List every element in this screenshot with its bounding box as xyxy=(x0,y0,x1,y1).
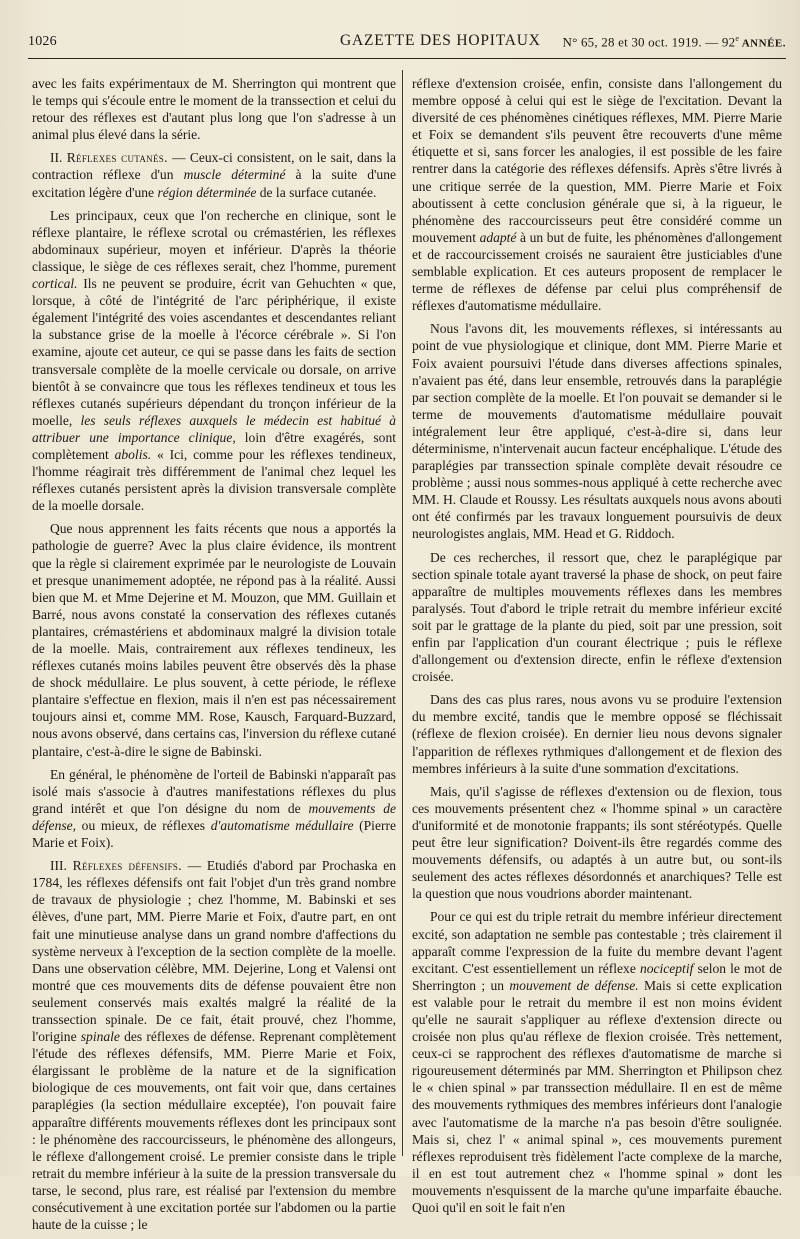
paragraph: avec les faits expérimentaux de M. Sherrington qui montrent que le temps qui s'écoule entre le moment de la transsection et celui du retour des réflexes est d'autant plus long que l'on s'adresse à un animal plus élevé dans la série. xyxy=(32,76,396,143)
paragraph: Dans des cas plus rares, nous avons vu se produire l'extension du membre excité, tandis que le membre opposé se fléchissait (réflexe de flexion croisée). En dernier lieu nous devons signaler l'apparition de réflexes rythmiques d'allongement et de flexion des membres inférieurs à la suite d'une sommation d'excitations. xyxy=(412,692,782,776)
page-header xyxy=(28,32,786,56)
journal-title: GAZETTE DES HOPITAUX xyxy=(340,32,541,49)
column-divider xyxy=(402,70,403,1156)
paragraph: De ces recherches, il ressort que, chez le paraplégique par section spinale totale ayant traversé la phase de shock, on peut faire apparaître de multiples mouvements réflexes dans les membres paralysés. Tout d'abord le triple retrait du membre inférieur excité soit par le grattage de la plante du pied, soit par une pression, soit enfin par l'application d'un courant électrique ; puis le réflexe d'allongement ou d'extension directe, enfin le réflexe d'extension croisée. xyxy=(412,549,782,685)
section-iii-heading: Réflexes défensifs. xyxy=(72,858,182,874)
page-number: 1026 xyxy=(28,34,57,49)
section-ii-heading: Réflexes cutanés. xyxy=(66,150,168,166)
paragraph: Nous l'avons dit, les mouvements réflexes, si intéressants au point de vue physiologique et clinique, dont MM. Pierre Marie et Foix avaient poursuivi l'étude dans diverses affections spinales, n'avaient pas été, dans leur ensemble, retrouvés dans la paraplégie par section complète de la moelle. Et l'on pouvait se demander si le terme de mouvements d'automatisme médullaire pouvait intégralement leur être appliqué, c'est-à-dire si, dans leur déterminisme, n'intervenait aucun facteur encéphalique. L'étude des paraplégies par transsection spinale complète devait résoudre ce problème ; aussi nous sommes-nous appliqué à cette recherche avec MM. H. Claude et Roussy. Les résultats auxquels nous avons abouti ont été confirmés par les travaux longuement poursuivis de deux neurologistes anglais, MM. Head et G. Riddoch. xyxy=(412,321,782,542)
paragraph: Les principaux, ceux que l'on recherche en clinique, sont le réflexe plantaire, le réflexe scrotal ou crémastérien, les réflexes abdominaux supérieur, moyen et inférieur. D'après la théorie classique, le siège de ces réflexes serait, chez l'homme, purement cortical. Ils ne peuvent se produire, écrit van Gehuchten « que, lorsque, à côté de l'intégrité de l'arc périphérique, il existe également l'intégrité des voies ascendantes et descendantes reliant la substance grise de la moelle à l'écorce cérébrale ». Si l'on examine, ajoute cet auteur, ce qui se passe dans les faits de section transversale complète de la moelle cervicale ou dorsale, on arrive bientôt à se convaincre que tous les réflexes tendineux et tous les réflexes cutanés supérieurs dépendant du tronçon inférieur de la moelle, les seuls réflexes auxquels le médecin est habitué à attribuer une importance clinique, loin d'être exagérés, sont complètement abolis. « Ici, comme pour les réflexes tendineux, l'homme réagirait très différemment de l'animal chez lequel les réflexes cutanés persistent après la division transversale complète de la moelle dorsale. xyxy=(32,207,397,514)
right-column xyxy=(412,75,782,1222)
paragraph: Mais, qu'il s'agisse de réflexes d'extension ou de flexion, tous ces mouvements présentent chez « l'homme spinal » un caractère d'uniformité et de monotonie frappants; ils sont stéréotypés. Quelle peut être leur signification? Doivent-ils être regardés comme des mouvements défensifs, ou adaptés à un autre but, ou sont-ils seulement des actes réflexes désordonnés et anarchiques? Telle est la question que nous voudrions aborder maintenant. xyxy=(412,783,782,902)
paragraph: En général, le phénomène de l'orteil de Babinski n'apparaît pas isolé mais s'associe à d'autres manifestations réflexes du plus grand intérêt et que l'on désigne du nom de mouvements de défense, ou mieux, de réflexes d'automatisme médullaire (Pierre Marie et Foix). xyxy=(32,766,397,851)
section-iii-paragraph: III. Réflexes défensifs. — Etudiés d'abord par Prochaska en 1784, les réflexes défensifs ont fait l'objet d'un très grand nombre de travaux de physiologie ; chez l'homme, M. Babinski et ses élèves, d'une part, MM. Pierre Marie et Foix, d'autre part, en ont fait une minutieuse analyse dans un grand nombre d'affections du système nerveux à l'exception de la section complète de la moelle. Dans une observation célèbre, MM. Dejerine, Long et Valensi ont montré que ces mouvements dits de défense pouvaient être non seulement conservés mais exaltés malgré la réalité de la transsection spinale. De ce fait, était prouvé, chez l'homme, l'origine spinale des réflexes de défense. Reprenant complètement l'étude des réflexes défensifs, MM. Pierre Marie et Foix, élargissant le problème de la nature et de la signification biologique de ces mouvements, ont fait voir que, dans certaines paraplégies (la section médullaire exceptée), l'on pouvait faire apparaître différents mouvements réflexes dont les principaux sont : le phénomène des raccourcisseurs, le phénomène des allongeurs, le réflexe d'allongement croisé. Le premier consiste dans le triple retrait du membre inférieur à la suite de la pression transversale du tarse, le second, plus rare, est réalisé par l'extension du membre consécutivement à une excitation portée sur l'abdomen ou la partie haute de la cuisse ; le xyxy=(32,858,397,1233)
section-ii-paragraph: II. Réflexes cutanés. — Ceux-ci consistent, on le sait, dans la contraction réflexe d'un muscle déterminé à la suite d'une excitation légère d'une région déterminée de la surface cutanée. xyxy=(32,150,396,200)
paragraph: Que nous apprennent les faits récents que nous a apportés la pathologie de guerre? Avec la plus claire évidence, ils montrent que la règle si clairement exprimée par le neurologiste de Louvain et presque unanimement adoptée, ne répond pas à la réalité. Aussi bien que M. et Mme Dejerine et M. Mouzon, que MM. Guillain et Barré, nous avons constaté la conservation des réflexes cutanés plantaires, crémastériens et abdominaux malgré la division totale de la moelle. Mais, contrairement aux réflexes tendineux, les réflexes cutanés moins labiles peuvent être observés dès la phase de shock médullaire. Le plus souvent, à cette période, le réflexe plantaire s'effectue en flexion, mais il n'en est pas nécessairement toujours ainsi et, comme MM. Rose, Kausch, Farquard-Buzzard, nous avons observé, dans certains cas, l'inversion du réflexe cutané plantaire, c'est-à-dire le signe de Babinski. xyxy=(32,521,396,759)
paragraph: réflexe d'extension croisée, enfin, consiste dans l'allongement du membre opposé à celui qui est le siège de l'excitation. Devant la diversité de ces phénomènes cinétiques réflexes, MM. Pierre Marie et Foix se demandent s'ils peuvent être recouverts d'une même étiquette et si, sans forcer les analogies, il est possible de les faire rentrer dans la catégorie des réflexes défensifs. Après s'être livrés à une critique serrée de la question, MM. Pierre Marie et Foix aboutissent à cette conclusion générale que si, à la rigueur, le phénomène des raccourcisseurs peut être considéré comme un mouvement adapté à un but de fuite, les phénomènes d'allongement et de raccourcissement croisés ne sauraient être justiciables d'une semblable explication. Et ces auteurs proposent de remplacer le terme de réflexes de défense par celui plus compréhensif de réflexes d'automatisme médullaire. xyxy=(412,76,782,314)
left-column xyxy=(32,75,396,1239)
issue-info: N° 65, 28 et 30 oct. 1919. — 92e ANNÉE. xyxy=(562,34,786,50)
header-rule xyxy=(28,58,786,59)
paragraph: Pour ce qui est du triple retrait du membre inférieur directement excité, son adaptation ne semble pas contestable ; très clairement il apparaît comme l'expression de la fuite du membre devant l'agent excitant. C'est essentiellement un réflexe nociceptif selon le mot de Sherrington ; un mouvement de défense. Mais si cette explication est valable pour le retrait du membre il est non moins évident qu'elle ne saurait s'appliquer au réflexe d'extension directe ou croisée non plus qu'au réflexe de flexion croisée. Très nettement, ceux-ci se rapprochent des réflexes d'automatisme de marche si rigoureusement déterminés par MM. Sherrington et Philipson chez le « chien spinal » par transsection médullaire. Il en est de même des mouvements rythmiques des membres inférieurs dont l'analogie avec l'automatisme de la marche n'a pas besoin d'être soulignée. Mais si, chez l' « animal spinal », ces mouvements purement réflexes reproduisent très fidèlement l'acte complexe de la marche, il en est tout autrement chez « l'homme spinal » dont les mouvements n'esquissent de la marche qu'une imparfaite ébauche. Quoi qu'il en soit le fait n'en xyxy=(412,909,782,1215)
